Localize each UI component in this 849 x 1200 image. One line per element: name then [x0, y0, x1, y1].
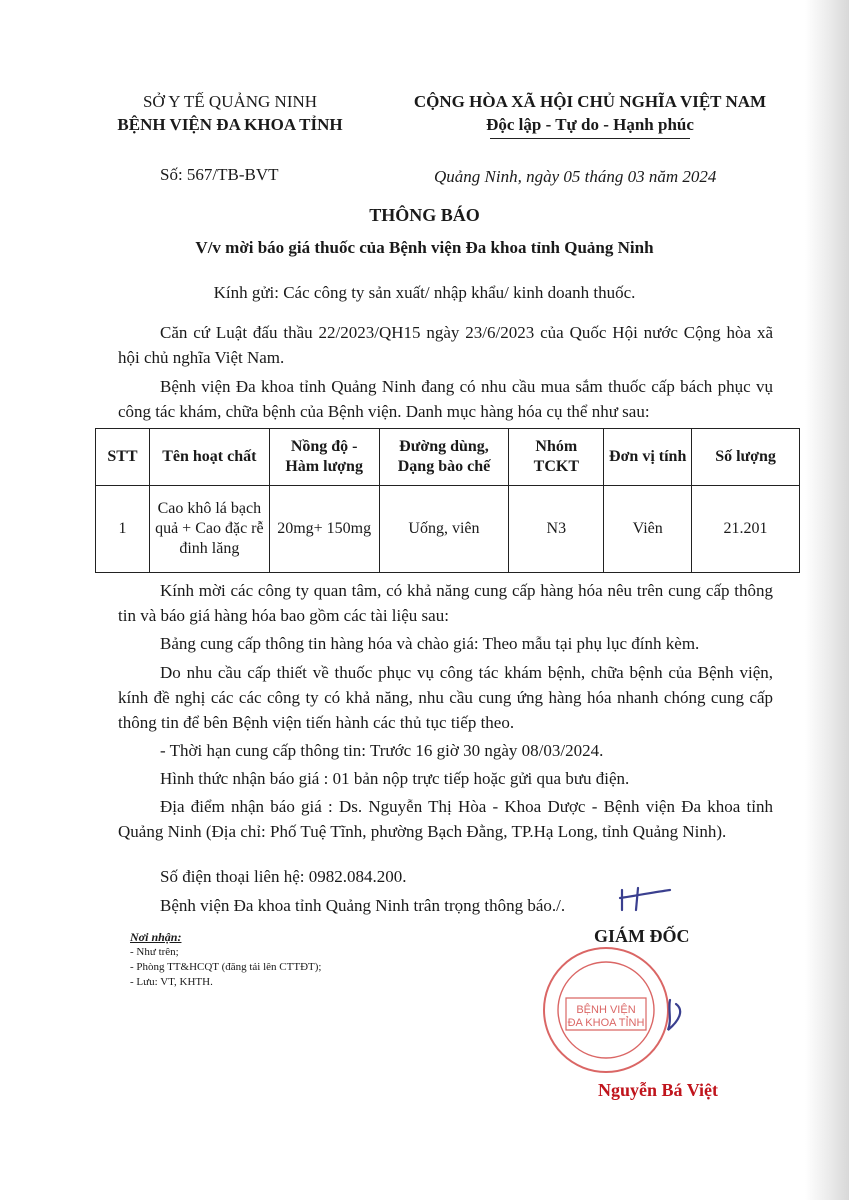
cell-unit: Viên: [604, 486, 692, 573]
signer-name: Nguyễn Bá Việt: [598, 1080, 719, 1100]
scan-edge-shadow: [805, 0, 849, 1200]
document-title: THÔNG BÁO: [369, 205, 480, 225]
paragraph-legal-basis: Căn cứ Luật đấu thầu 22/2023/QH15 ngày 23/6/2023 của Quốc Hội nước Cộng hòa xã hội chủ nghĩa Việt Nam.: [118, 323, 773, 367]
col-header-qty: Số lượng: [692, 429, 800, 486]
cell-strength: 20mg+ 150mg: [269, 486, 379, 573]
col-header-strength: Nồng độ - Hàm lượng: [269, 429, 379, 486]
paragraph-need: Bệnh viện Đa khoa tỉnh Quảng Ninh đang có nhu cầu mua sắm thuốc cấp bách phục vụ công tác khám, chữa bệnh của Bệnh viện. Danh mục hàng hóa cụ thể như sau:: [118, 377, 773, 421]
cell-qty: 21.201: [692, 486, 800, 573]
document-subject: V/v mời báo giá thuốc của Bệnh viện Đa khoa tỉnh Quảng Ninh: [195, 238, 654, 257]
header-national: [385, 90, 795, 139]
paragraph-urgency: Do nhu cầu cấp thiết về thuốc phục vụ công tác khám bệnh, chữa bệnh của Bệnh viện, kính đề nghị các các công ty có khả năng, nhu cầu cung ứng hàng hóa nhanh chóng cung cấp thông tin để bên Bệnh viện tiến hành các thủ tục tiếp theo.: [118, 663, 773, 732]
recipients-label: Nơi nhận:: [130, 930, 182, 944]
cell-ingredient: Cao khô lá bạch quả + Cao đặc rễ đinh lăng: [149, 486, 269, 573]
paragraph-closing: Bệnh viện Đa khoa tỉnh Quảng Ninh trân trọng thông báo./.: [160, 896, 566, 915]
table-header-row: [96, 429, 800, 486]
svg-text:BỆNH VIỆN: BỆNH VIỆN: [576, 1004, 636, 1016]
list-item: - Lưu: VT, KHTH.: [130, 976, 213, 988]
col-header-stt: STT: [96, 429, 150, 486]
recipient-line: Kính gửi: Các công ty sản xuất/ nhập khẩu/ kinh doanh thuốc.: [213, 283, 636, 302]
issuer-hospital: BỆNH VIỆN ĐA KHOA TỈNH: [117, 115, 343, 134]
issuer-department: SỞ Y TẾ QUẢNG NINH: [142, 92, 318, 111]
motto-underline: [490, 138, 690, 139]
cell-stt: 1: [96, 486, 150, 573]
paragraph-invite: Kính mời các công ty quan tâm, có khả năng cung cấp hàng hóa nêu trên cung cấp thông tin và báo giá hàng hóa bao gồm các tài liệu sau:: [118, 581, 773, 625]
recipients-block: [130, 930, 321, 990]
col-header-unit: Đơn vị tính: [604, 429, 692, 486]
col-header-route: Đường dùng, Dạng bào chế: [379, 429, 509, 486]
col-header-group: Nhóm TCKT: [509, 429, 604, 486]
list-item: - Như trên;: [130, 946, 179, 958]
list-item: - Phòng TT&HCQT (đăng tải lên CTTĐT);: [130, 961, 322, 973]
paragraph-method: Hình thức nhận báo giá : 01 bản nộp trực tiếp hoặc gửi qua bưu điện.: [160, 769, 630, 788]
signer-title: GIÁM ĐỐC: [594, 926, 690, 946]
col-header-ingredient: Tên hoạt chất: [149, 429, 269, 486]
cell-route: Uống, viên: [379, 486, 509, 573]
national-motto: Độc lập - Tự do - Hạnh phúc: [486, 115, 694, 134]
document-number: Số: 567/TB-BVT: [160, 165, 279, 184]
cell-group: N3: [509, 486, 604, 573]
svg-text:ĐA KHOA TỈNH: ĐA KHOA TỈNH: [567, 1017, 645, 1029]
handwritten-signature: [610, 880, 720, 1080]
paragraph-form: Bảng cung cấp thông tin hàng hóa và chào giá: Theo mẫu tại phụ lục đính kèm.: [160, 634, 700, 653]
paragraph-deadline: - Thời hạn cung cấp thông tin: Trước 16 giờ 30 ngày 08/03/2024.: [160, 741, 604, 760]
paragraph-phone: Số điện thoại liên hệ: 0982.084.200.: [160, 867, 407, 886]
goods-table: [95, 428, 800, 573]
date-line: Quảng Ninh, ngày 05 tháng 03 năm 2024: [434, 167, 717, 186]
header-issuer: [95, 90, 365, 136]
table-row: [96, 486, 800, 573]
national-title: CỘNG HÒA XÃ HỘI CHỦ NGHĨA VIỆT NAM: [413, 92, 767, 111]
paragraph-location: Địa điểm nhận báo giá : Ds. Nguyễn Thị Hòa - Khoa Dược - Bệnh viện Đa khoa tỉnh Quảng Ninh (Địa chỉ: Phố Tuệ Tĩnh, phường Bạch Đằng, TP.Hạ Long, tỉnh Quảng Ninh).: [118, 797, 773, 841]
